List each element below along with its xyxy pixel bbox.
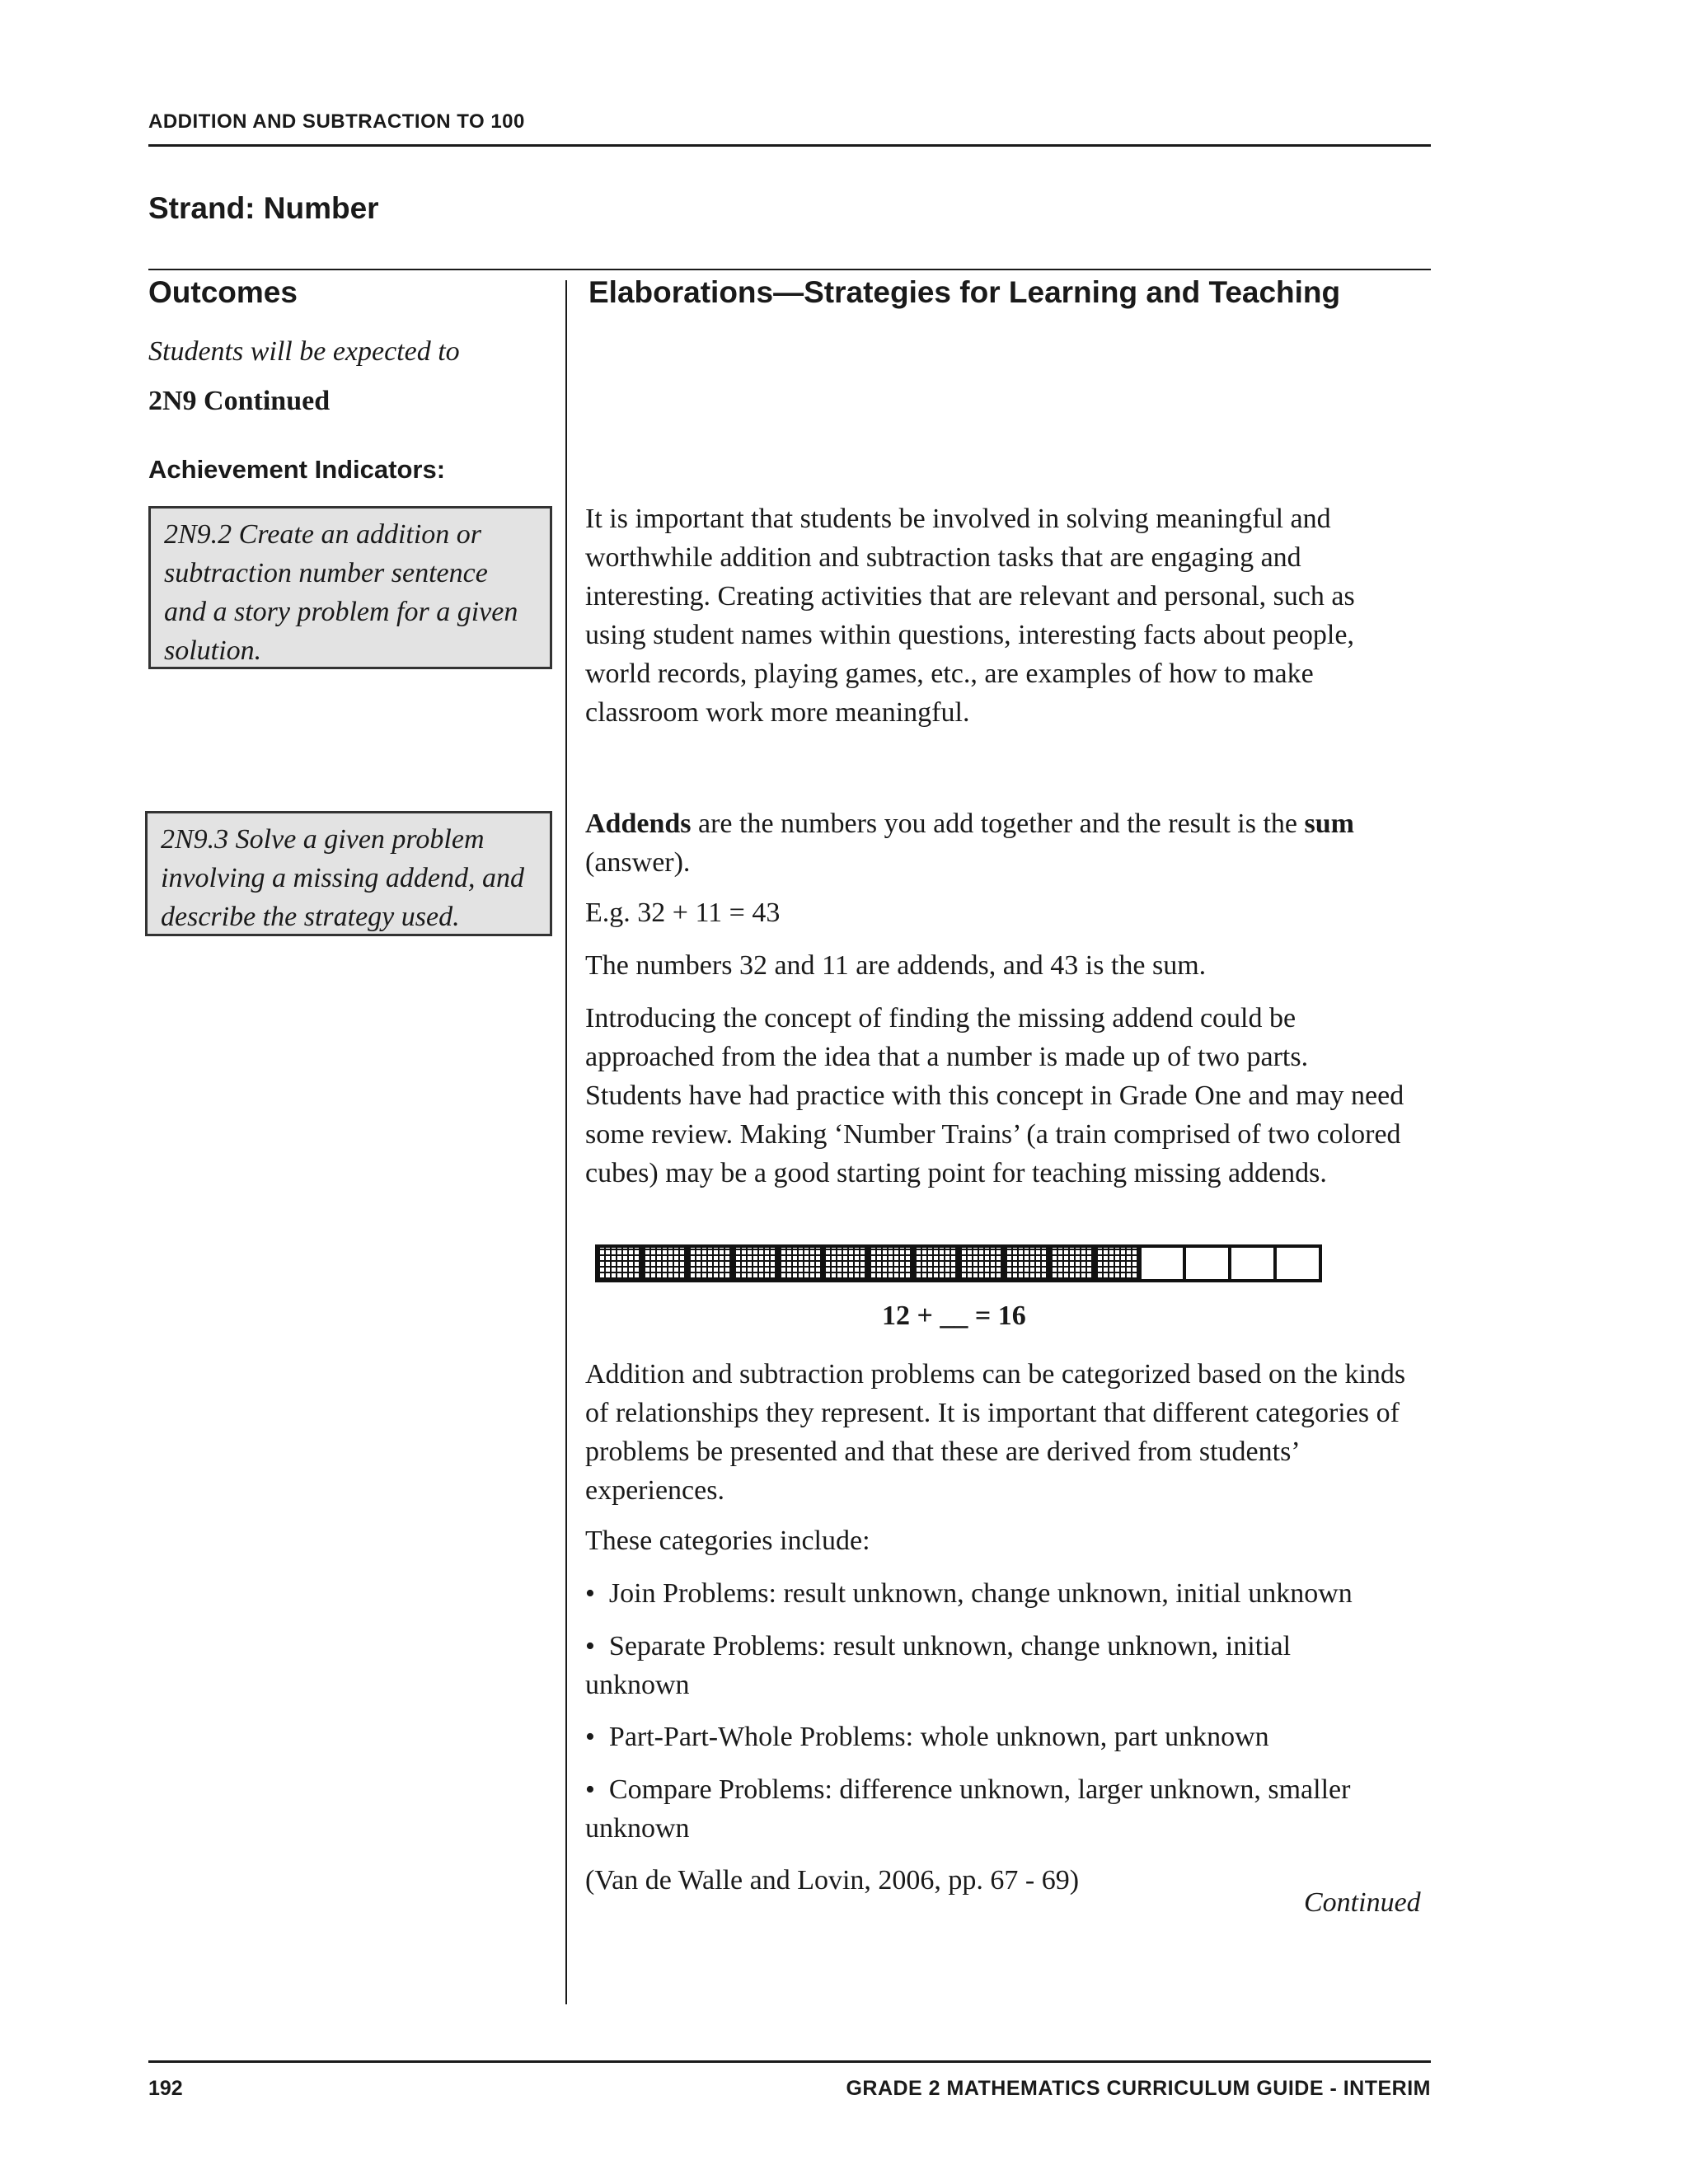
category-label: Part-Part-Whole Problems: whole unknown, part unknown [608,1722,1269,1752]
train-cube-filled [960,1248,1006,1279]
addends-text [585,804,1409,882]
train-cube-filled [780,1248,825,1279]
train-cube-filled [824,1248,870,1279]
example-text: E.g. 32 + 11 = 43 [585,898,781,928]
category-text: • Separate Problems: result unknown, change unknown, initial unknown [585,1631,1292,1700]
example-line [585,893,1409,932]
train-cube-filled [598,1248,644,1279]
category-text: • Part-Part-Whole Problems: whole unknown, part unknown [585,1722,1269,1752]
category-label: Join Problems: result unknown, change unknown, initial unknown [608,1578,1353,1609]
categories-paragraph [585,1355,1409,1510]
train-cube-filled [1006,1248,1051,1279]
train-cube-empty [1277,1248,1319,1279]
expected-text: Students will be expected to [148,336,460,367]
intro-text: It is important that students be involved in solving meaningful and worthwhile addition and subtraction tasks that are engaging and interesting. Creating activities that are relevant and personal, such as using student names within questions, interesting facts about people, world records, playing games, etc., are examples of how to make classroom work more meaningful. [585,504,1355,728]
train-cube-filled [644,1248,689,1279]
example-note-line [585,946,1409,985]
sum-term: sum [1304,808,1354,839]
category-text: • Compare Problems: difference unknown, larger unknown, smaller unknown [585,1774,1351,1844]
continued-label: Continued [1304,1887,1421,1918]
footer-rule [148,2060,1431,2063]
train-cube-filled [1096,1248,1142,1279]
category-text: • Join Problems: result unknown, change unknown, initial unknown [585,1578,1353,1609]
achievement-heading: Achievement Indicators: [148,455,446,484]
page-number: 192 [148,2077,183,2100]
addends-end: (answer). [585,847,691,878]
categories-intro-text: These categories include: [585,1526,870,1556]
train-cube-filled [915,1248,960,1279]
category-item [585,1627,1376,1704]
train-cube-filled [689,1248,734,1279]
outcomes-heading: Outcomes [148,275,298,309]
running-header: ADDITION AND SUBTRACTION TO 100 [148,110,525,133]
category-label: Compare Problems: difference unknown, larger unknown, smaller unknown [585,1774,1351,1844]
train-cube-empty [1186,1248,1231,1279]
number-train [595,1244,1322,1282]
indicator-box-2n9-3: 2N9.3 Solve a given problem involving a missing addend, and describe the strategy used. [145,811,552,936]
addends-term: Addends [585,808,692,839]
train-cube-empty [1142,1248,1187,1279]
example-note-text: The numbers 32 and 11 are addends, and 43 is the sum. [585,950,1207,981]
strand-title: Strand: Number [148,191,379,225]
train-cube-filled [870,1248,915,1279]
citation-line [585,1861,1409,1900]
categories-intro-line [585,1521,1409,1560]
category-item [585,1574,1409,1613]
intro-paragraph [585,499,1409,732]
category-item [585,1770,1409,1848]
addends-mid: are the numbers you add together and the result is the [691,808,1305,839]
indicator-box-2n9-2: 2N9.2 Create an addition or subtraction number sentence and a story problem for a given solution. [148,506,552,669]
header-rule [148,144,1431,147]
addends-paragraph [585,804,1409,882]
train-cube-filled [734,1248,780,1279]
category-label: Separate Problems: result unknown, change unknown, initial unknown [585,1631,1292,1700]
train-cube-empty [1231,1248,1277,1279]
section-rule [148,269,1431,270]
category-item [585,1718,1409,1756]
outcome-continued: 2N9 Continued [148,386,331,416]
elaborations-heading: Elaborations—Strategies for Learning and Teaching [588,275,1341,309]
guide-title: GRADE 2 MATHEMATICS CURRICULUM GUIDE - INTERIM [846,2077,1431,2100]
train-cube-filled [1051,1248,1096,1279]
column-divider [565,280,567,2004]
categories-text: Addition and subtraction problems can be categorized based on the kinds of relationships they represent. It is important that different categories of problems be presented and that these are derived from students’ experiences. [585,1359,1406,1506]
citation-text: (Van de Walle and Lovin, 2006, pp. 67 - 69) [585,1865,1080,1896]
missing-addend-paragraph [585,999,1409,1193]
missing-addend-text: Introducing the concept of finding the missing addend could be approached from the idea that a number is made up of two parts. Students have had practice with this concept in Grade One and may need some review. Making ‘Number Trains’ (a train comprised of two colored cubes) may be a good starting point for teaching missing addends. [585,1003,1404,1188]
train-equation: 12 + __ = 16 [882,1301,1026,1331]
